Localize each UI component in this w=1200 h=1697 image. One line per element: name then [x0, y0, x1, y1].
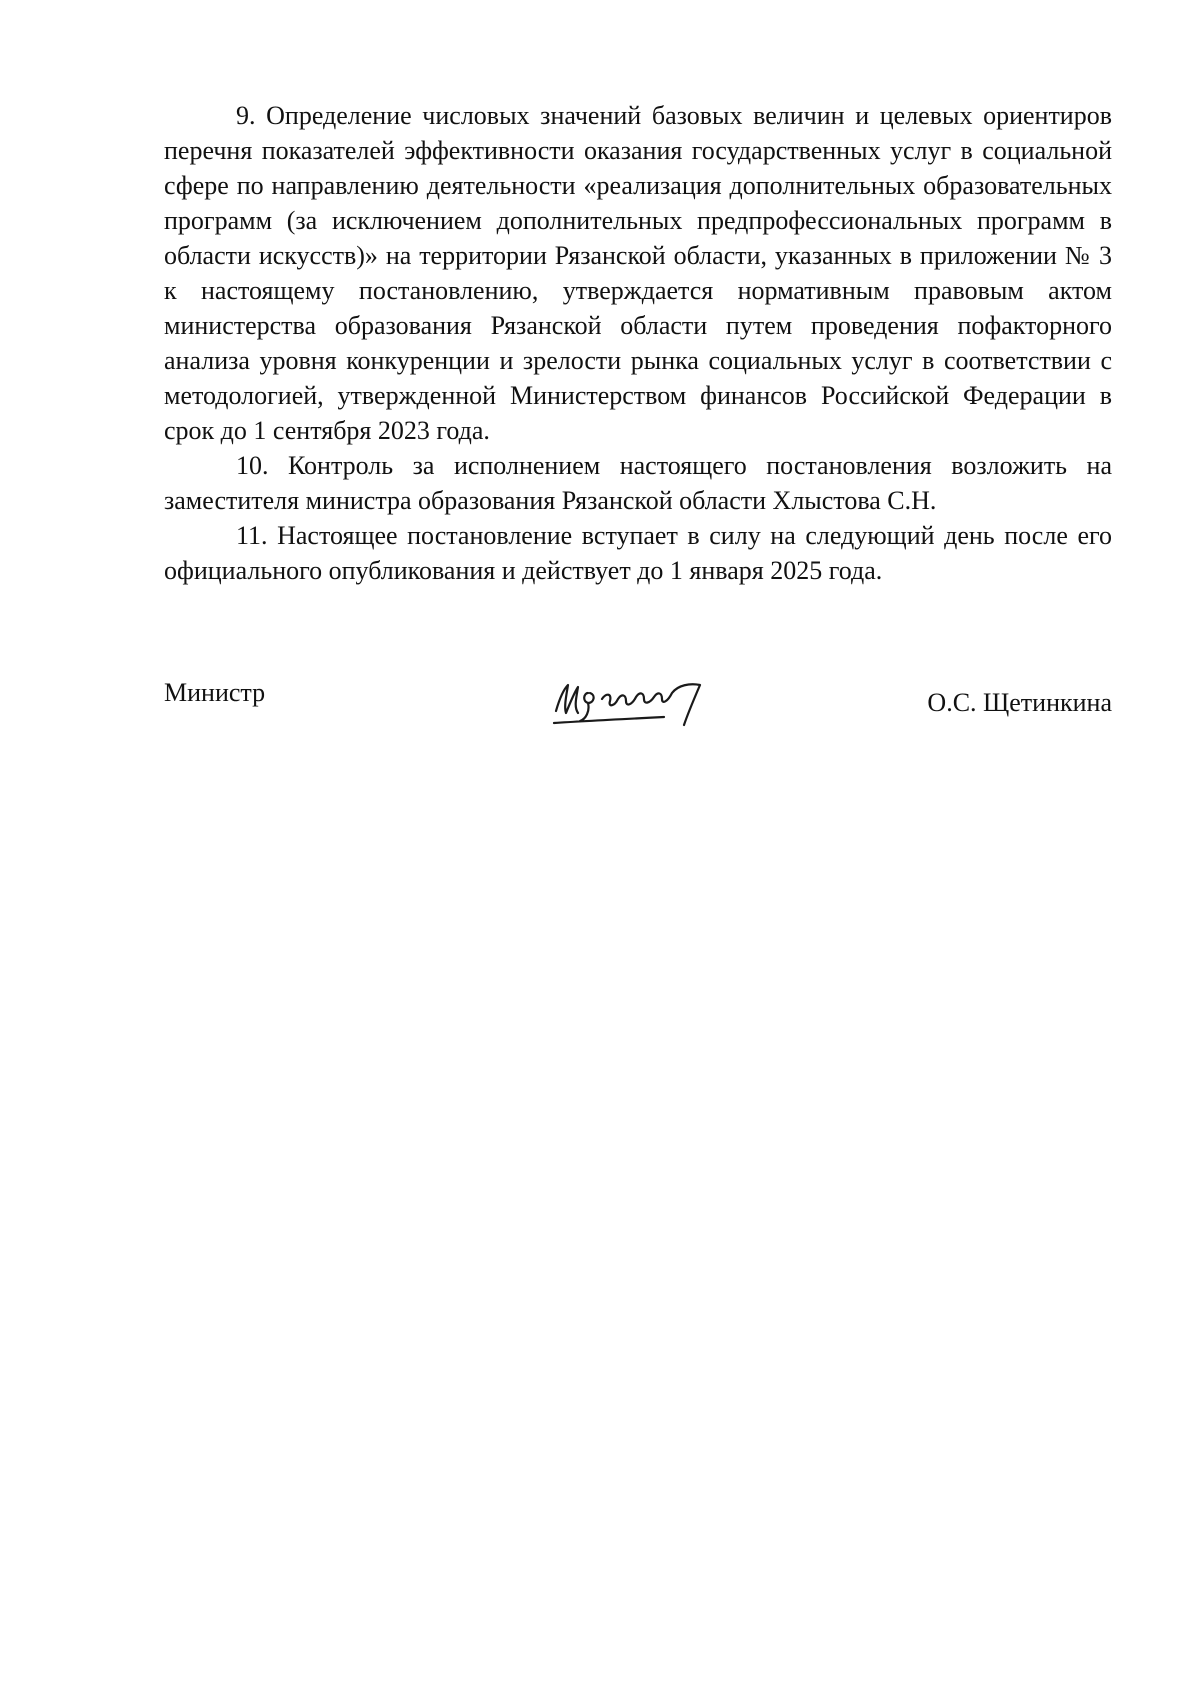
paragraph-10: 10. Контроль за исполнением настоящего постановления возложить на заместителя министра образования Рязанской области Хлыстова С.Н. [164, 451, 1112, 515]
signatory-name: О.С. Щетинкина [927, 688, 1112, 717]
paragraph-9: 9. Определение числовых значений базовых величин и целевых ориентиров перечня показателей эффективности оказания государственных услуг в социальной сфере по направлению деятельности «реализация дополнительных образовательных программ (за исключением дополнительных предпрофессиональных программ в области искусств)» на территории Рязанской области, указанных в приложении № 3 к настоящему постановлению, утверждается нормативным правовым актом министерства образования Рязанской области путем проведения пофакторного анализа уровня конкуренции и зрелости рынка социальных услуг в соответствии с методологией, утвержденной Министерством финансов Российской Федерации в срок до 1 сентября 2023 года. [164, 101, 1112, 445]
handwritten-signature [544, 667, 764, 731]
signatory-title: Министр [164, 678, 266, 707]
paragraph-11: 11. Настоящее постановление вступает в силу на следующий день после его официального опубликования и действует до 1 января 2025 года. [164, 521, 1112, 585]
document-body [164, 98, 1112, 588]
signature-block [164, 675, 1112, 755]
